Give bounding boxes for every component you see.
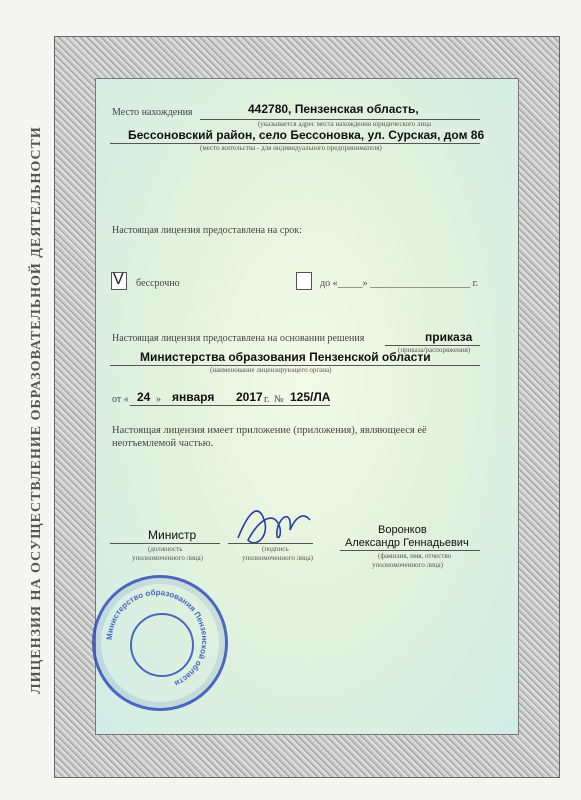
date-sep: »	[156, 394, 161, 405]
until-checkbox	[296, 272, 312, 290]
date-prefix: от «	[112, 394, 129, 405]
basis-label: Настоящая лицензия предоставлена на основании решения	[112, 333, 365, 344]
signer-position: Министр	[148, 528, 197, 542]
date-year-suffix: г.	[264, 394, 270, 405]
basis-doc-type: приказа	[425, 330, 473, 344]
date-month: января	[172, 390, 215, 404]
location-caption2: (место жительства - для индивидуального предпринимателя)	[200, 144, 382, 152]
name-caption-2: уполномоченного лица)	[372, 561, 443, 569]
until-label: до «_____» ____________________ г.	[320, 278, 479, 289]
license-number: 125/ЛА	[290, 390, 331, 404]
location-line2: Бессоновский район, село Бессоновка, ул. Сурская, дом 86	[128, 128, 485, 142]
stamp-text: Министерство образования Пензенской области	[104, 587, 210, 689]
date-day: 24	[137, 390, 151, 404]
basis-authority-caption: (наименование лицензирующего органа)	[210, 366, 332, 374]
position-caption-1: (должность	[148, 545, 183, 553]
basis-doc-caption: (приказа/распоряжения)	[398, 346, 471, 354]
basis-authority: Министерства образования Пензенской области	[140, 350, 431, 364]
location-caption1: (указывается адрес места нахождения юридического лица	[258, 120, 432, 128]
appendix-text-2: неотъемлемой частью.	[112, 438, 214, 449]
position-caption-2: уполномоченного лица)	[132, 554, 203, 562]
location-line1: 442780, Пензенская область,	[248, 102, 419, 116]
location-label: Место нахождения	[112, 107, 193, 118]
date-num-label: №	[274, 394, 284, 405]
appendix-text-1: Настоящая лицензия имеет приложение (приложения), являющееся её	[112, 425, 427, 436]
name-caption-1: (фамилия, имя, отчество	[378, 552, 452, 560]
signer-name-2: Александр Геннадьевич	[345, 537, 469, 549]
date-year: 2017	[236, 390, 263, 404]
check-mark: V	[113, 271, 124, 288]
sign-caption-1: (подпись	[262, 545, 289, 553]
side-title: ЛИЦЕНЗИЯ НА ОСУЩЕСТВЛЕНИЕ ОБРАЗОВАТЕЛЬНОЙ ДЕЯТЕЛЬНОСТИ	[29, 126, 44, 694]
svg-text:Министерство образования Пензе	[105, 588, 209, 688]
sign-caption-2: уполномоченного лица)	[242, 554, 313, 562]
official-stamp	[92, 575, 228, 711]
indefinite-label: бессрочно	[136, 278, 180, 289]
term-label: Настоящая лицензия предоставлена на срок:	[112, 225, 302, 236]
signer-name-1: Воронков	[378, 524, 427, 536]
